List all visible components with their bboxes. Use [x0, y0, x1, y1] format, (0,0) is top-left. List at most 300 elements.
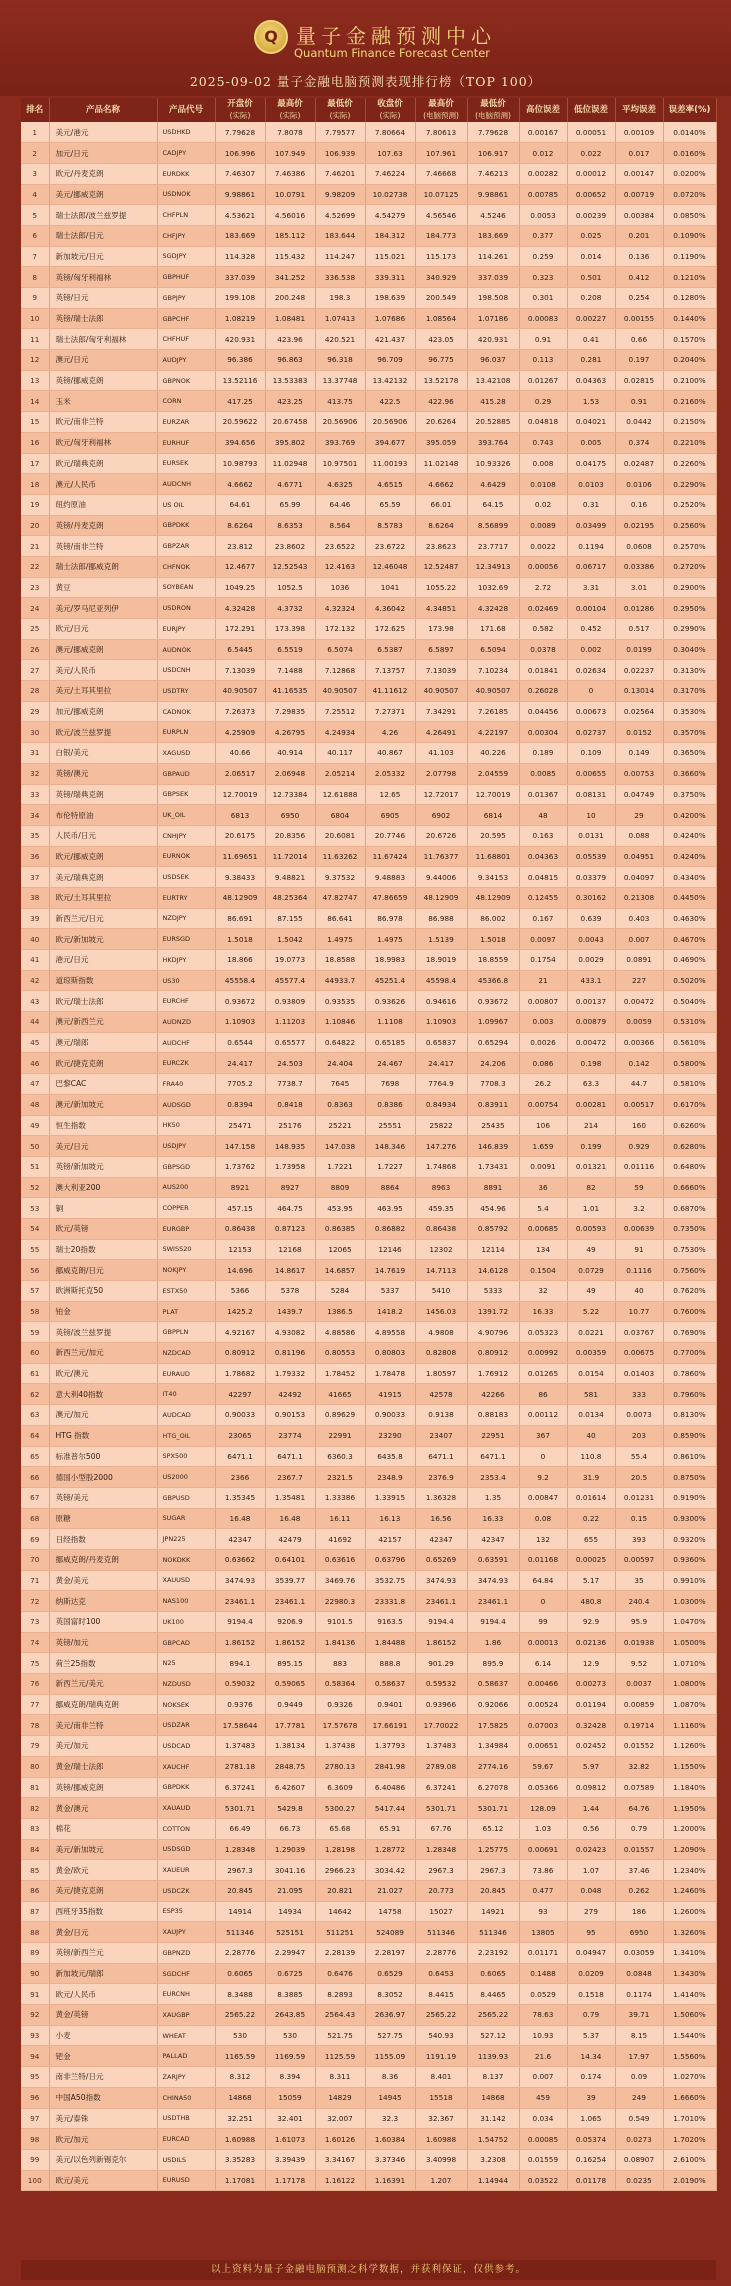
cell-pred-high: 11.02148: [415, 453, 467, 474]
cell-avg-error: 0.79: [615, 1818, 663, 1839]
cell-pred-high: 23461.1: [415, 1591, 467, 1612]
cell-error-rate: 0.7700%: [663, 1343, 716, 1364]
cell-open-price: 0.8394: [215, 1094, 265, 1115]
cell-close-price: 4.36042: [365, 598, 415, 619]
cell-open-price: 48.12909: [215, 887, 265, 908]
cell-close-price: 1041: [365, 577, 415, 598]
cell-close-price: 2348.9: [365, 1467, 415, 1488]
cell-rank: 36: [21, 846, 49, 867]
cell-rank: 90: [21, 1963, 49, 1984]
cell-product-code: USDRON: [157, 598, 215, 619]
cell-high-price: 12.52543: [265, 556, 315, 577]
cell-product-code: EURJPY: [157, 619, 215, 640]
cell-product-name: 欧元/英镑: [49, 1218, 157, 1239]
table-row: [21, 805, 716, 826]
cell-pred-low: 415.28: [467, 391, 519, 412]
cell-high-price: 3539.77: [265, 1570, 315, 1591]
cell-high-error: 0.01171: [519, 1943, 567, 1964]
cell-rank: 57: [21, 1281, 49, 1302]
cell-rank: 30: [21, 722, 49, 743]
cell-low-error: 0.0209: [567, 1963, 615, 1984]
cell-product-name: 美元/挪威克朗: [49, 184, 157, 205]
table-row: [21, 556, 716, 577]
cell-product-name: 澳元/人民币: [49, 474, 157, 495]
cell-high-price: 1.11203: [265, 1012, 315, 1033]
cell-product-name: 欧元/瑞士法郎: [49, 991, 157, 1012]
cell-rank: 81: [21, 1777, 49, 1798]
cell-pred-high: 4.56546: [415, 205, 467, 226]
cell-low-price: 6360.3: [315, 1446, 365, 1467]
cell-product-name: 玉米: [49, 391, 157, 412]
cell-avg-error: 0.01403: [615, 1363, 663, 1384]
cell-pred-high: 8.6264: [415, 515, 467, 536]
cell-high-error: 1.03: [519, 1818, 567, 1839]
cell-pred-high: 7.46668: [415, 163, 467, 184]
cell-pred-low: 20.845: [467, 1880, 519, 1901]
cell-rank: 67: [21, 1487, 49, 1508]
cell-open-price: 2967.3: [215, 1860, 265, 1881]
cell-pred-high: 16.56: [415, 1508, 467, 1529]
cell-close-price: 11.67424: [365, 846, 415, 867]
table-row: [21, 225, 716, 246]
cell-rank: 41: [21, 950, 49, 971]
cell-low-price: 0.89629: [315, 1405, 365, 1426]
cell-open-price: 1.10903: [215, 1012, 265, 1033]
table-row: [21, 143, 716, 164]
cell-rank: 73: [21, 1612, 49, 1633]
cell-pred-low: 6.27078: [467, 1777, 519, 1798]
cell-product-name: 美元/土耳其里拉: [49, 681, 157, 702]
cell-high-error: 0.00992: [519, 1343, 567, 1364]
cell-high-error: 0.03522: [519, 2170, 567, 2191]
cell-pred-low: 11.68801: [467, 846, 519, 867]
cell-rank: 16: [21, 432, 49, 453]
cell-pred-low: 2565.22: [467, 2005, 519, 2026]
cell-low-price: 106.939: [315, 143, 365, 164]
cell-pred-low: 4.22197: [467, 722, 519, 743]
cell-open-price: 3.35283: [215, 2149, 265, 2170]
table-row: [21, 1301, 716, 1322]
table-row: [21, 536, 716, 557]
cell-low-error: 0.00673: [567, 701, 615, 722]
cell-product-code: PALLAD: [157, 2046, 215, 2067]
cell-high-error: 16.33: [519, 1301, 567, 1322]
cell-close-price: 96.709: [365, 350, 415, 371]
cell-pred-low: 14.6128: [467, 1260, 519, 1281]
cell-rank: 70: [21, 1549, 49, 1570]
cell-low-price: 1036: [315, 577, 365, 598]
cell-low-error: 0.22: [567, 1508, 615, 1529]
cell-low-price: 4.88586: [315, 1322, 365, 1343]
cell-pred-high: 173.98: [415, 619, 467, 640]
cell-high-error: 0.29: [519, 391, 567, 412]
cell-avg-error: 0.0608: [615, 536, 663, 557]
table-row: [21, 1156, 716, 1177]
cell-high-error: 0.00651: [519, 1736, 567, 1757]
cell-avg-error: 0.254: [615, 288, 663, 309]
header: [0, 0, 731, 96]
cell-open-price: 25471: [215, 1115, 265, 1136]
cell-close-price: 0.86882: [365, 1218, 415, 1239]
cell-pred-high: 12302: [415, 1239, 467, 1260]
cell-high-error: 0.0108: [519, 474, 567, 495]
cell-product-code: USDCZK: [157, 1880, 215, 1901]
cell-low-error: 49: [567, 1281, 615, 1302]
cell-product-name: 美元/南非兰特: [49, 1715, 157, 1736]
cell-pred-low: 146.839: [467, 1136, 519, 1157]
cell-pred-high: 1.207: [415, 2170, 467, 2191]
table-header-row: [21, 98, 716, 122]
cell-avg-error: 0.262: [615, 1880, 663, 1901]
cell-close-price: 394.677: [365, 432, 415, 453]
cell-product-code: AUDNZD: [157, 1012, 215, 1033]
cell-error-rate: 0.9320%: [663, 1529, 716, 1550]
cell-error-rate: 1.1950%: [663, 1798, 716, 1819]
cell-low-price: 336.538: [315, 267, 365, 288]
cell-product-code: UK100: [157, 1612, 215, 1633]
cell-pred-low: 14921: [467, 1901, 519, 1922]
cell-product-name: 美元/以色列新锡克尔: [49, 2149, 157, 2170]
table-row: [21, 267, 716, 288]
cell-pred-low: 10.93326: [467, 453, 519, 474]
cell-avg-error: 0.136: [615, 246, 663, 267]
cell-pred-low: 1.34984: [467, 1736, 519, 1757]
cell-close-price: 0.90033: [365, 1405, 415, 1426]
cell-high-price: 5429.8: [265, 1798, 315, 1819]
cell-low-error: 0.0154: [567, 1363, 615, 1384]
cell-low-price: 1.33386: [315, 1487, 365, 1508]
cell-avg-error: 393: [615, 1529, 663, 1550]
cell-close-price: 0.9401: [365, 1694, 415, 1715]
cell-close-price: 463.95: [365, 1198, 415, 1219]
cell-low-error: 0.01178: [567, 2170, 615, 2191]
cell-close-price: 5417.44: [365, 1798, 415, 1819]
cell-product-code: AUDJPY: [157, 350, 215, 371]
cell-high-error: 0.01367: [519, 784, 567, 805]
cell-pred-low: 14868: [467, 2087, 519, 2108]
cell-low-price: 9.98209: [315, 184, 365, 205]
cell-low-error: 0.208: [567, 288, 615, 309]
cell-product-code: USDILS: [157, 2149, 215, 2170]
cell-avg-error: 203: [615, 1425, 663, 1446]
table-row: [21, 2170, 716, 2191]
cell-low-error: 1.01: [567, 1198, 615, 1219]
cell-pred-high: 459.35: [415, 1198, 467, 1219]
cell-low-error: 0.02136: [567, 1632, 615, 1653]
cell-high-price: 32.401: [265, 2108, 315, 2129]
cell-pred-low: 6814: [467, 805, 519, 826]
cell-high-error: 0.477: [519, 1880, 567, 1901]
cell-low-error: 0.452: [567, 619, 615, 640]
cell-product-code: XAUGBP: [157, 2005, 215, 2026]
cell-error-rate: 0.9360%: [663, 1549, 716, 1570]
cell-product-name: 瑞士法郎/波兰兹罗提: [49, 205, 157, 226]
cell-close-price: 0.65185: [365, 1032, 415, 1053]
cell-high-error: 0.00056: [519, 556, 567, 577]
cell-rank: 24: [21, 598, 49, 619]
table-row: [21, 1694, 716, 1715]
cell-close-price: 1.07686: [365, 308, 415, 329]
cell-product-name: 意大利40指数: [49, 1384, 157, 1405]
cell-avg-error: 0.08907: [615, 2149, 663, 2170]
cell-close-price: 16.13: [365, 1508, 415, 1529]
cell-error-rate: 0.7690%: [663, 1322, 716, 1343]
table-row: [21, 1549, 716, 1570]
cell-product-name: 西班牙35指数: [49, 1901, 157, 1922]
cell-avg-error: 0.00753: [615, 763, 663, 784]
cell-open-price: 12153: [215, 1239, 265, 1260]
cell-high-error: 0.01559: [519, 2149, 567, 2170]
cell-product-code: EURTRY: [157, 887, 215, 908]
cell-error-rate: 1.5560%: [663, 2046, 716, 2067]
cell-product-name: 欧元/人民币: [49, 1984, 157, 2005]
cell-pred-low: 2774.16: [467, 1756, 519, 1777]
cell-avg-error: 0.00366: [615, 1032, 663, 1053]
cell-low-price: 7.25512: [315, 701, 365, 722]
cell-error-rate: 1.3260%: [663, 1922, 716, 1943]
cell-open-price: 1.28348: [215, 1839, 265, 1860]
cell-high-error: 0.00754: [519, 1094, 567, 1115]
cell-product-code: WHEAT: [157, 2025, 215, 2046]
cell-product-name: 黄豆: [49, 577, 157, 598]
cell-product-name: 挪威克朗/日元: [49, 1260, 157, 1281]
cell-rank: 59: [21, 1322, 49, 1343]
cell-product-code: CADNOK: [157, 701, 215, 722]
cell-open-price: 1.60988: [215, 2129, 265, 2150]
cell-pred-high: 107.961: [415, 143, 467, 164]
cell-low-error: 92.9: [567, 1612, 615, 1633]
cell-rank: 33: [21, 784, 49, 805]
cell-open-price: 12.4677: [215, 556, 265, 577]
cell-error-rate: 0.2260%: [663, 453, 716, 474]
cell-high-error: 0.01265: [519, 1363, 567, 1384]
cell-pred-high: 2789.08: [415, 1756, 467, 1777]
cell-pred-high: 1.80597: [415, 1363, 467, 1384]
cell-error-rate: 0.1210%: [663, 267, 716, 288]
table-row: [21, 991, 716, 1012]
cell-rank: 2: [21, 143, 49, 164]
cell-high-price: 4.3732: [265, 598, 315, 619]
cell-low-price: 0.80553: [315, 1343, 365, 1364]
table-row: [21, 1591, 716, 1612]
cell-error-rate: 0.8130%: [663, 1405, 716, 1426]
cell-avg-error: 0.04749: [615, 784, 663, 805]
cell-close-price: 4.54279: [365, 205, 415, 226]
cell-product-name: 欧元/瑞典克朗: [49, 453, 157, 474]
cell-product-name: 纽约原油: [49, 494, 157, 515]
cell-rank: 47: [21, 1074, 49, 1095]
cell-error-rate: 0.2720%: [663, 556, 716, 577]
cell-error-rate: 0.4240%: [663, 846, 716, 867]
cell-open-price: 394.656: [215, 432, 265, 453]
cell-low-error: 3.31: [567, 577, 615, 598]
cell-rank: 64: [21, 1425, 49, 1446]
cell-pred-low: 0.65294: [467, 1032, 519, 1053]
cell-rank: 93: [21, 2025, 49, 2046]
cell-pred-low: 1.25775: [467, 1839, 519, 1860]
cell-product-code: GBPPLN: [157, 1322, 215, 1343]
cell-rank: 58: [21, 1301, 49, 1322]
cell-high-price: 2643.85: [265, 2005, 315, 2026]
cell-low-error: 0.0029: [567, 950, 615, 971]
cell-close-price: 0.80803: [365, 1343, 415, 1364]
cell-error-rate: 0.6870%: [663, 1198, 716, 1219]
cell-product-name: 棉花: [49, 1818, 157, 1839]
cell-close-price: 9.48883: [365, 867, 415, 888]
cell-high-error: 0.377: [519, 225, 567, 246]
cell-low-price: 40.90507: [315, 681, 365, 702]
cell-pred-low: 0.58637: [467, 1674, 519, 1695]
cell-open-price: 18.866: [215, 950, 265, 971]
cell-high-error: 0.04818: [519, 412, 567, 433]
cell-rank: 17: [21, 453, 49, 474]
cell-product-code: COTTON: [157, 1818, 215, 1839]
table-row: [21, 2067, 716, 2088]
cell-error-rate: 1.6660%: [663, 2087, 716, 2108]
cell-pred-low: 337.039: [467, 267, 519, 288]
cell-product-name: 标准普尔500: [49, 1446, 157, 1467]
cell-open-price: 14.696: [215, 1260, 265, 1281]
cell-high-error: 59.67: [519, 1756, 567, 1777]
cell-low-price: 8.2893: [315, 1984, 365, 2005]
cell-product-name: 新西兰元/美元: [49, 1674, 157, 1695]
cell-low-price: 1.10846: [315, 1012, 365, 1033]
cell-low-error: 0.09812: [567, 1777, 615, 1798]
cell-product-name: 欧元/美元: [49, 2170, 157, 2191]
cell-product-code: HTG_OIL: [157, 1425, 215, 1446]
cell-low-price: 41692: [315, 1529, 365, 1550]
cell-high-price: 11.72014: [265, 846, 315, 867]
cell-high-price: 1.5042: [265, 929, 315, 950]
table-row: [21, 1880, 716, 1901]
cell-avg-error: 0.0059: [615, 1012, 663, 1033]
cell-low-error: 12.9: [567, 1653, 615, 1674]
cell-error-rate: 1.5060%: [663, 2005, 716, 2026]
cell-open-price: 1.35345: [215, 1487, 265, 1508]
cell-low-error: 1.07: [567, 1860, 615, 1881]
cell-product-name: 美元/港元: [49, 122, 157, 143]
cell-high-error: 0.08: [519, 1508, 567, 1529]
cell-low-price: 22980.3: [315, 1591, 365, 1612]
cell-low-price: 1.4975: [315, 929, 365, 950]
cell-pred-low: 65.12: [467, 1818, 519, 1839]
cell-product-code: ESTX50: [157, 1281, 215, 1302]
cell-open-price: 2.28776: [215, 1943, 265, 1964]
cell-pred-high: 86.988: [415, 908, 467, 929]
cell-avg-error: 240.4: [615, 1591, 663, 1612]
cell-close-price: 0.8386: [365, 1094, 415, 1115]
cell-pred-high: 24.417: [415, 1053, 467, 1074]
table-row: [21, 887, 716, 908]
cell-pred-high: 23407: [415, 1425, 467, 1446]
cell-avg-error: 29: [615, 805, 663, 826]
table-row: [21, 350, 716, 371]
cell-low-error: 1.44: [567, 1798, 615, 1819]
cell-high-error: 0.0085: [519, 763, 567, 784]
table-row: [21, 1818, 716, 1839]
cell-pred-low: 1.86: [467, 1632, 519, 1653]
cell-error-rate: 0.7960%: [663, 1384, 716, 1405]
cell-product-code: CORN: [157, 391, 215, 412]
cell-pred-high: 7.80613: [415, 122, 467, 143]
cell-high-price: 0.9449: [265, 1694, 315, 1715]
cell-pred-high: 0.6453: [415, 1963, 467, 1984]
cell-high-error: 0.0022: [519, 536, 567, 557]
cell-rank: 4: [21, 184, 49, 205]
cell-high-price: 21.095: [265, 1880, 315, 1901]
cell-close-price: 4.89558: [365, 1322, 415, 1343]
cell-product-code: USDTRY: [157, 681, 215, 702]
cell-rank: 95: [21, 2067, 49, 2088]
cell-rank: 31: [21, 743, 49, 764]
cell-pred-low: 454.96: [467, 1198, 519, 1219]
cell-pred-low: 393.764: [467, 432, 519, 453]
cell-error-rate: 0.0200%: [663, 163, 716, 184]
cell-error-rate: 0.7860%: [663, 1363, 716, 1384]
cell-rank: 32: [21, 763, 49, 784]
cell-error-rate: 0.1190%: [663, 246, 716, 267]
cell-rank: 88: [21, 1922, 49, 1943]
cell-product-code: NOKJPY: [157, 1260, 215, 1281]
cell-close-price: 23331.8: [365, 1591, 415, 1612]
table-row: [21, 432, 716, 453]
cell-low-error: 14.34: [567, 2046, 615, 2067]
cell-open-price: 6471.1: [215, 1446, 265, 1467]
cell-high-error: 0.05323: [519, 1322, 567, 1343]
cell-high-price: 96.863: [265, 350, 315, 371]
cell-high-error: 0.00524: [519, 1694, 567, 1715]
cell-product-name: 黄金/日元: [49, 1922, 157, 1943]
cell-product-name: 英镑/瑞士法郎: [49, 308, 157, 329]
cell-product-code: ZARJPY: [157, 2067, 215, 2088]
table-row: [21, 1198, 716, 1219]
cell-low-error: 1.53: [567, 391, 615, 412]
cell-avg-error: 0.00675: [615, 1343, 663, 1364]
cell-close-price: 1.33915: [365, 1487, 415, 1508]
cell-high-error: 0.113: [519, 350, 567, 371]
cell-pred-high: 2967.3: [415, 1860, 467, 1881]
cell-open-price: 1425.2: [215, 1301, 265, 1322]
table-row: [21, 453, 716, 474]
cell-error-rate: 1.3410%: [663, 1943, 716, 1964]
cell-product-name: 澳元/瑞郎: [49, 1032, 157, 1053]
cell-rank: 9: [21, 288, 49, 309]
cell-pred-low: 5333: [467, 1281, 519, 1302]
cell-error-rate: 0.1570%: [663, 329, 716, 350]
cell-low-price: 7.79577: [315, 122, 365, 143]
cell-close-price: 14758: [365, 1901, 415, 1922]
cell-avg-error: 0.09: [615, 2067, 663, 2088]
cell-pred-high: 1456.03: [415, 1301, 467, 1322]
cell-low-error: 0.02452: [567, 1736, 615, 1757]
table-row: [21, 1508, 716, 1529]
cell-low-price: 114.247: [315, 246, 365, 267]
cell-product-code: IT40: [157, 1384, 215, 1405]
cell-rank: 39: [21, 908, 49, 929]
cell-error-rate: 0.9300%: [663, 1508, 716, 1529]
cell-product-code: GBPUSD: [157, 1487, 215, 1508]
cell-avg-error: 0.91: [615, 391, 663, 412]
cell-pred-low: 7.79628: [467, 122, 519, 143]
cell-low-price: 20.56906: [315, 412, 365, 433]
cell-pred-high: 20.773: [415, 1880, 467, 1901]
cell-rank: 45: [21, 1032, 49, 1053]
cell-product-name: 澳元/加元: [49, 1405, 157, 1426]
cell-high-error: 0.00466: [519, 1674, 567, 1695]
quantum-logo-icon: Q: [254, 20, 288, 54]
cell-product-name: 美元/捷克克朗: [49, 1880, 157, 1901]
cell-pred-low: 1.07186: [467, 308, 519, 329]
